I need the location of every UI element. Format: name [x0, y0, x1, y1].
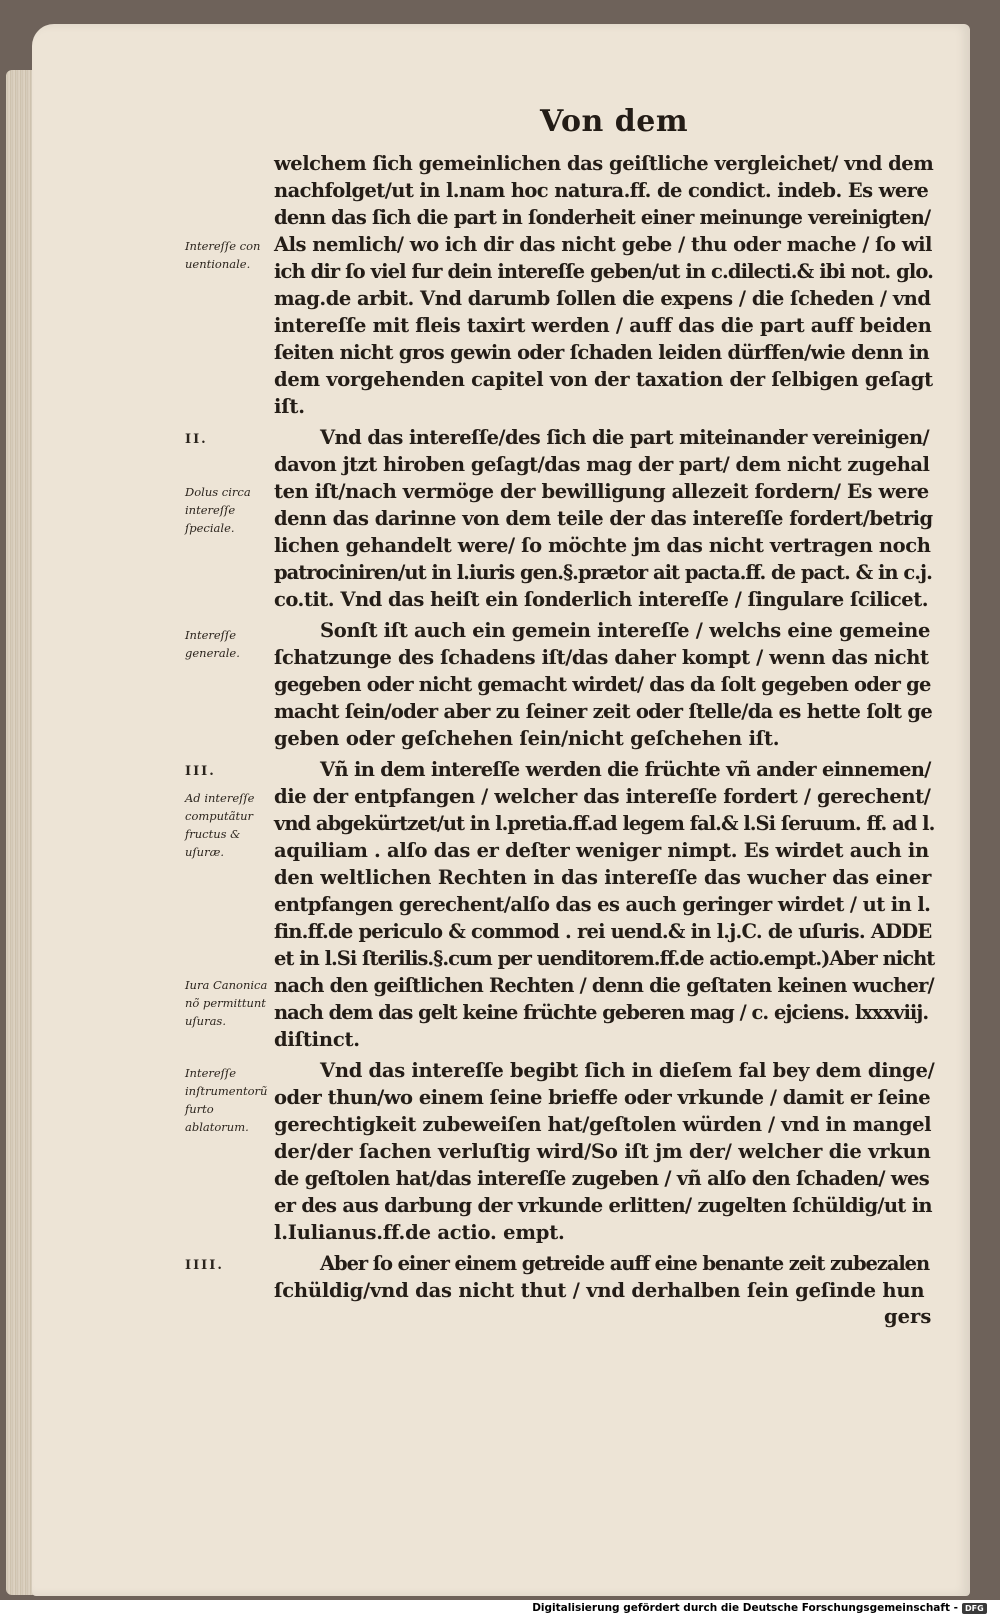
text-line: patrociniren/ut in l.iuris gen.§.prætor ait pacta.ff. de pact. & in c.j. [274, 561, 932, 584]
text-line: l.Iulianus.ff.de actio. empt. [274, 1221, 565, 1244]
text-line: gerechtigkeit zubeweiſen hat/geſtolen würden / vnd in mangel [274, 1113, 932, 1136]
text-line: denn das darinne von dem teile der das intereſſe fordert/betrig [274, 507, 933, 530]
dfg-logo: DFG [962, 1603, 987, 1614]
catchword: gers [884, 1305, 932, 1328]
margin-note: Dolus circa intereſſe ſpeciale. [185, 485, 251, 535]
text-line: Vnd das intereſſe begibt ſich in dieſem fal bey dem dinge/ [320, 1059, 935, 1082]
text-line: davon jtzt hiroben geſagt/das mag der part/ dem nicht zugehal [274, 453, 930, 476]
text-line: denn das ſich die part in ſonderheit einer meinunge vereinigten/ [274, 206, 931, 229]
text-line: fin.ff.de periculo & commod . rei uend.& in l.j.C. de uſuris. ADDE [274, 920, 932, 943]
margin-note: Intereſſe generale. [185, 628, 240, 660]
text-line: macht ſein/oder aber zu ſeiner zeit oder ſtelle/da es hette ſolt ge [274, 700, 933, 723]
running-header: Von dem [540, 104, 689, 139]
text-line: intereſſe mit fleis taxirt werden / auff das die part auff beiden [274, 314, 932, 337]
text-line: et in l.Si ſterilis.§.cum per uenditorem.ff.de actio.empt.)Aber nicht [274, 947, 935, 970]
text-line: den weltlichen Rechten in das intereſſe das wucher das einer [274, 866, 932, 889]
text-line: ten iſt/nach vermöge der bewilligung allezeit fordern/ Es were [274, 480, 929, 503]
text-line: Aber ſo einer einem getreide auff eine benante zeit zubezalen [320, 1252, 930, 1275]
text-line: de geſtolen hat/das intereſſe zugeben / vñ alſo den ſchaden/ wes [274, 1167, 930, 1190]
text-line: nachfolget/ut in l.nam hoc natura.ff. de condict. indeb. Es were [274, 179, 929, 202]
text-line: nach dem das gelt keine früchte geberen mag / c. ejciens. lxxxviij. [274, 1001, 929, 1024]
section-number: IIII. [185, 1258, 224, 1273]
text-line: nach den geiſtlichen Rechten / denn die geſtaten keinen wucher/ [274, 974, 934, 997]
text-line: der/der ſachen verluſtig wird/So iſt jm der/ welcher die vrkun [274, 1140, 931, 1163]
digitization-credit: Digitalisierung gefördert durch die Deutsche Forschungsgemeinschaft - [532, 1602, 958, 1614]
margin-note: Iura Canonica nõ permittunt uſuras. [185, 978, 268, 1028]
text-line: mag.de arbit. Vnd darumb ſollen die expens / die ſcheden / vnd [274, 287, 931, 310]
text-line: entpfangen gerechent/alſo das es auch geringer wirdet / ut in l. [274, 893, 931, 916]
text-line: die der entpfangen / welcher das intereſſe fordert / gerechent/ [274, 785, 931, 808]
text-line: ſeiten nicht gros gewin oder ſchaden leiden dürffen/wie denn in [274, 341, 929, 364]
text-line: diſtinct. [274, 1028, 360, 1051]
margin-note: Intereſſe con uentionale. [185, 239, 261, 271]
section-number: III. [185, 764, 216, 779]
text-line: vnd abgekürtzet/ut in l.pretia.ff.ad legem fal.& l.Si ſeruum. ff. ad l. [274, 812, 935, 835]
text-line: dem vorgehenden capitel von der taxation der ſelbigen geſagt [274, 368, 933, 391]
text-line: geben oder geſchehen ſein/nicht geſchehen iſt. [274, 727, 780, 750]
text-line: Vnd das intereſſe/des ſich die part miteinander vereinigen/ [320, 426, 930, 449]
text-line: co.tit. Vnd das heiſt ein ſonderlich intereſſe / ſingulare ſcilicet. [274, 588, 929, 611]
text-line: gegeben oder nicht gemacht wirdet/ das da ſolt gegeben oder ge [274, 673, 931, 696]
text-line: ſchatzunge des ſchadens iſt/das daher kompt / wenn das nicht [274, 646, 929, 669]
text-line: iſt. [274, 395, 305, 418]
text-line: ſchüldig/vnd das nicht thut / vnd derhalben ſein geſinde hun [274, 1279, 925, 1302]
text-line: Sonſt iſt auch ein gemein intereſſe / welchs eine gemeine [320, 619, 931, 642]
text-line: lichen gehandelt were/ ſo möchte jm das nicht vertragen noch [274, 534, 931, 557]
margin-note: Ad intereſſe computãtur fructus & uſuræ. [185, 791, 255, 859]
margin-note: Intereſſe inſtrumentorũ furto ablatorum. [185, 1066, 268, 1134]
text-line: er des aus darbung der vrkunde erlitten/ zugelten ſchüldig/ut in [274, 1194, 932, 1217]
text-line: welchem ſich gemeinlichen das geiſtliche vergleichet/ vnd dem [274, 152, 934, 175]
text-line: Vñ in dem intereſſe werden die früchte vñ ander einnemen/ [320, 758, 931, 781]
section-number: II. [185, 432, 208, 447]
text-line: oder thun/wo einem ſeine brieffe oder vrkunde / damit er ſeine [274, 1086, 931, 1109]
text-line: Als nemlich/ wo ich dir das nicht gebe / thu oder mache / ſo wil [274, 233, 932, 256]
text-line: ich dir ſo viel fur dein intereſſe geben/ut in c.dilecti.& ibi not. glo. [274, 260, 933, 283]
text-line: aquiliam . alſo das er deſter weniger nimpt. Es wirdet auch in [274, 839, 929, 862]
